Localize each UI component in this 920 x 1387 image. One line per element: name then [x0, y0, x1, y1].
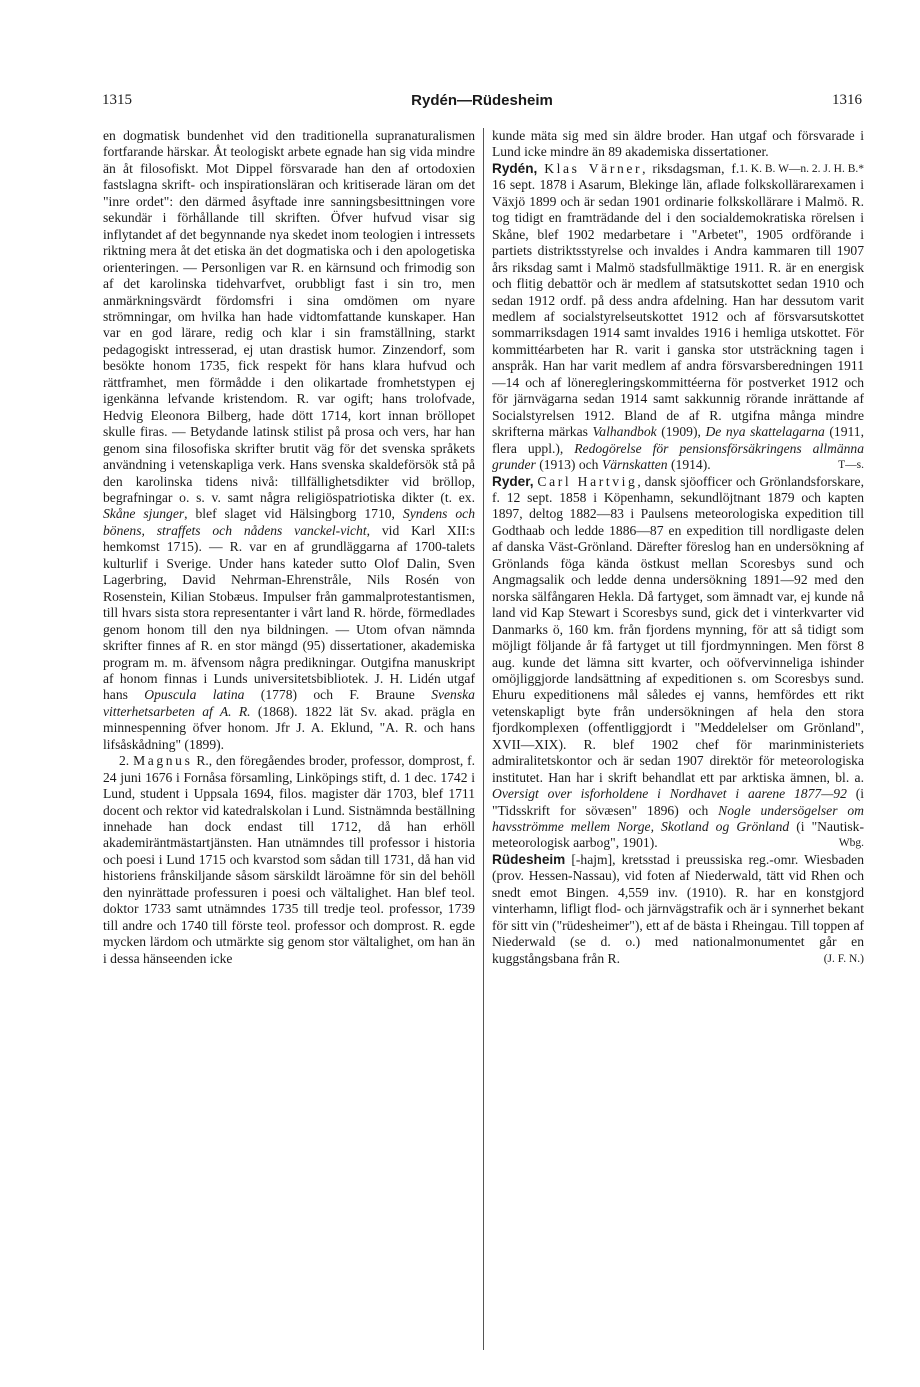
article-continuation-right: kunde mäta sig med sin äldre broder. Han utgaf och försvarade i Lund icke mindre än 89 akademiska dissertationer. 1. K. B. W—n. 2. J. H. B.*	[492, 128, 864, 161]
author-signature: (J. F. N.)	[823, 952, 864, 965]
article-ryden-klas: Rydén, Klas Värner, riksdagsman, f. 16 sept. 1878 i Asarum, Blekinge län, aflade folkskollärarexamen i Växjö 1899 och är sedan 1901 ordinarie folkskollärare i Malmö. R. tog tidigt en framträdande del i den socialdemokratiska rörelsen i Skåne, blef 1902 medarbetare i "Arbetet", 1905 ordförande i partiets distriktsstyrelse och invaldes i Andra kammaren till 1907 års riksdag samt i Malmö stadsfullmäktige 1911. R. är en energisk och flitig debattör och är medlem af statsutskottet sedan 1910 och sedan 1912 ordf. på dess andra afdelning. Han har dessutom varit medlem af socialstyrelseutskottet 1912 och af försvarsutskottet sommarriksdagen 1914 samt invaldes 1916 i hemliga utskottet. För kommittéarbeten har R. varit i ganska stor utsträckning tagen i anspråk. Han har varit medlem af andra försvarsberedningen 1911—14 och af löneregleringskommittéerna för postverket 1912 och för järnvägarna sedan 1914 samt sakkunnig rörande inrättande af Socialstyrelsen 1912. Bland de af R. utgifna många mindre skrifterna märkas Valhandbok (1909), De nya skattelagarna (1911, flera uppl.), Redogörelse för pensionsförsäkringens allmänna grunder (1913) och Värnskatten (1914). T—s.	[492, 160, 864, 473]
page-number-right: 1316	[832, 92, 862, 108]
person-name: Magnus	[133, 753, 193, 769]
entry-heading: Ryder,	[492, 473, 534, 489]
author-signature: T—s.	[838, 459, 864, 472]
page-header	[102, 92, 862, 116]
person-name: Carl Hartvig	[537, 473, 638, 489]
article-magnus-ryden: 2. Magnus R., den föregåendes broder, professor, domprost, f. 24 juni 1676 i Fornåsa församling, Linköpings stift, d. 1 dec. 1742 i Lund, student i Uppsala 1694, filos. magister där 1703, blef 1711 docent och rektor vid katedralskolan i Lund. Sistnämnda beställning innehade han dock endast till 1712, då han erhöll akademiräntmästartjänsten. Han utnämndes till professor i historia och poesi i Lund 1715 och kvarstod som sådan till 1731, då han vid historiens frånskiljande såsom särskildt läroämne för sin del behöll den nyinrättade professuren i poesi och vältalighet. Han blef teol. doktor 1733 samt utnämndes 1735 till tredje teol. professor, 1739 till andre och 1740 till förste teol. professor och domprost. R. egde mycken lärdom och utmärkte sig genom stor vältalighet, om han än i dessa hänseenden icke	[103, 753, 475, 966]
column-divider	[483, 128, 484, 1350]
author-signature: 1. K. B. W—n. 2. J. H. B.*	[739, 162, 864, 175]
page-number-left: 1315	[102, 92, 132, 108]
running-title: Rydén—Rüdesheim	[411, 92, 553, 109]
left-column	[103, 128, 475, 1378]
article-ryder: Ryder, Carl Hartvig, dansk sjöofficer och Grönlandsforskare, f. 12 sept. 1858 i Köpenhamn, sekundlöjtnant 1879 och kapten 1897, deltog 1882—83 i Paulsens meteorologiska expedition till Godthaab och ledde 1886—87 en expedition till nordligaste delen af danska Väst-Grönland. Därefter föreslog han en undersökning af Grönlands föga kända östkust mellan Scoresbys sund och Angmagsalik och ledde denna undersökning 1891—92 med den norska sälfångaren Hekla. Då fartyget, som ämnadt var, ej kunde nå land vid Kap Stewart i Scoresbys sund, gick det i vinterkvarter vid Danmarks ö, 160 km. från fjordens mynning, för att så tidigt som möjligt följande år få fartyget ut till fjordmynningen. Men först 8 aug. kunde det lämna sitt kvarter, och oöfvervinneliga ishinder omöjliggjorde landsättning af expeditionen s. om Scoresbys sund. Ehuru expeditionens mål således ej vanns, hemfördes ett rikt vetenskapligt byte från undersökningen af hela den stora fjordkomplexen (offentliggjordt i "Meddelelser om Grönland", XVII—XIX). R. blef 1902 chef för marinministeriets admiralitetskontor och är sedan 1907 direktör för meteorologiska institutet. Han har i skrift behandlat ett par arktiska ämnen, bl. a. Oversigt over isforholdene i Nordhavet i aarene 1877—92 (i "Tidsskrift for sövæsen" 1896) och Nogle undersögelser om havsströmme mellem Norge, Skotland og Grönland (i "Nautisk-meteorologisk aarbog", 1901). Wbg.	[492, 473, 864, 851]
person-name: Klas Värner	[544, 160, 643, 176]
author-signature: Wbg.	[838, 837, 864, 850]
article-continuation: en dogmatisk bundenhet vid den traditionella supranaturalismen fortfarande härskar. Åt teologiskt arbete egnade han sig vida mindre än åt filosofiskt. Mot Dippel försvarade han den af ortodoxien fastslagna skrift- och inspirationsläran och kritiserade läran om det "inre ordet": den därmed åsyftade inre sanningsbesittningen vore sekundär i förhållande till skriften. Öfver hufvud visar sig inflytandet af det begynnande nya skedet inom teologien i intressets riktning mera åt det etiska än det dogmatiska och i den apologetiska orienteringen. — Personligen var R. en kärnsund och frimodig son af det karolinska tidehvarfvet, orubbligt fast i sin tro, men anmärkningsvärdt fördomsfri i sina omdömen om nyare strömningar, om hvilka han hade vidtomfattande kunskaper. Han var en god lärare, redig och klar i sin framställning, starkt pedagogiskt intresserad, ej utan drastisk humor. Zinzendorf, som besökte honom 1735, fick respekt för hans klara hufvud och rättframhet, men förmådde i den olikartade fromhetstypen ej igenkänna lefvande kristendom. R. var ogift; hans trolofvade, Hedvig Eleonora Bilberg, hade dött 1714, kort innan bröllopet skulle firas. — Betydande latinsk stilist på prosa och vers, har han genom sina filosofiska skrifter brutit väg för det svenska språkets användning i vetenskapliga verk. Hans svenska skaldeförsök stå på den karolinska tidens nivå: tillfällighetsdikter vid bröllop, begrafningar o. s. v. samt några religiöspatriotiska dikter (t. ex. Skåne sjunger, blef slaget vid Hälsingborg 1710, Syndens och bönens, straffets och nådens vanckel-vicht, vid Karl XII:s hemkomst 1715). — R. var en af grundläggarna af 1700-talets kulturlif i Sverige. Under hans kateder sutto Olof Dalin, Sven Lagerbring, David Nehrman-Ehrenstråle, Nils Rosén von Rosenstein, Kilian Stobæus. Impulser från gammalprotestantismen, till hvars sista stora representanter i vårt land R. hörde, förmedlades genom honom till den nya bildningen. — Utom ofvan nämnda skrifter finnes af R. en stor mängd (95) dissertationer, akademiska program m. m. äfvensom några predikningar. Outgifna manuskript af honom finnas i Lunds universitetsbibliotek. J. H. Lidén utgaf hans Opuscula latina (1778) och F. Braune Svenska vitterhetsarbeten af A. R. (1868). 1822 lät Sv. akad. prägla en minnespenning öfver honom. Jfr J. A. Eklund, "A. R. och hans lifsåskådning" (1899).	[103, 128, 475, 752]
entry-heading: Rydén,	[492, 160, 538, 176]
entry-heading: Rüdesheim	[492, 851, 566, 867]
article-rudesheim: Rüdesheim [-hajm], kretsstad i preussiska reg.-omr. Wiesbaden (prov. Hessen-Nassau), vid foten af Niederwald, tätt vid Rhen och snedt emot Bingen. 4,559 inv. (1910). R. har en konstgjord vinterhamn, lifligt flod- och järnvägstrafik och är i synnerhet bekant för sitt vin ("rüdesheimer"), ett af de bästa i Rheingau. Till toppen af Niederwald (se d. o.) med nationalmonumentet går en kuggstångsbana från R. (J. F. N.)	[492, 851, 864, 966]
right-column	[492, 128, 864, 1378]
